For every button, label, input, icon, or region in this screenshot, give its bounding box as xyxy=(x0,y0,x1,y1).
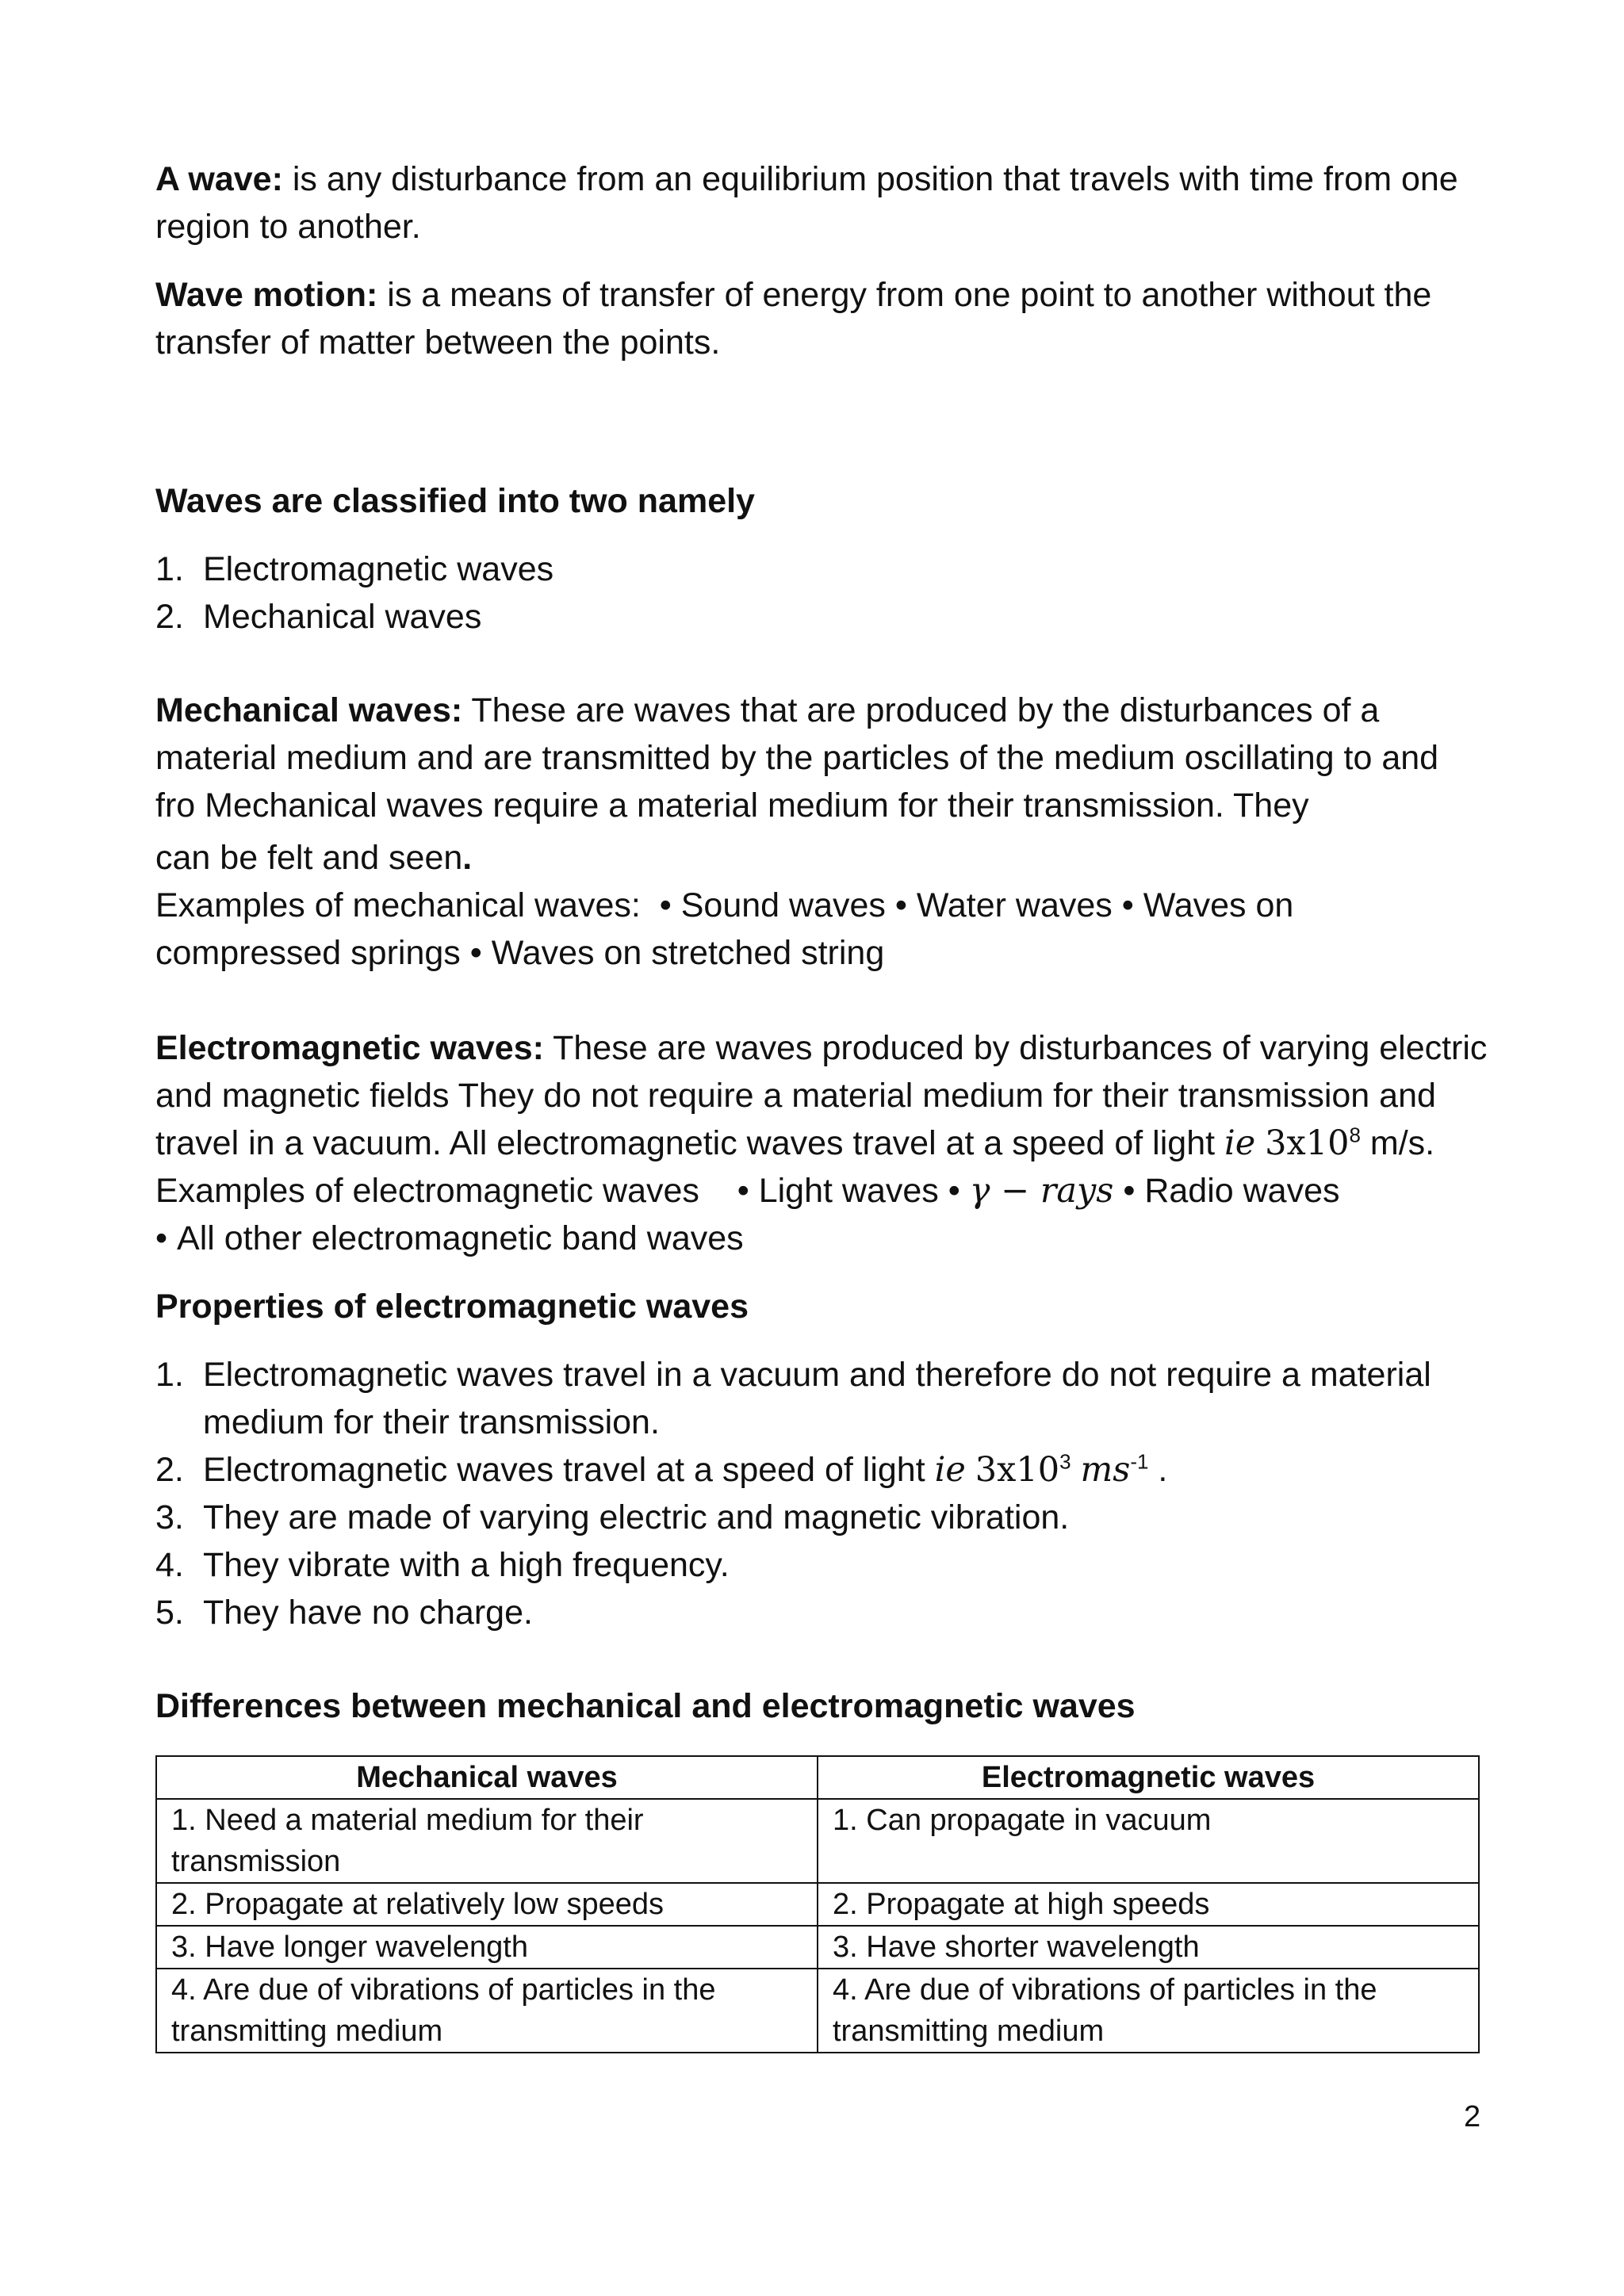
table-cell: 3. Have shorter wavelength xyxy=(818,1926,1479,1969)
differences-heading: Differences between mechanical and electromagnetic waves xyxy=(155,1687,1136,1725)
wave-motion-definition-text: is a means of transfer of energy from one point to another without the transfer of matter between the points. xyxy=(155,276,1432,362)
table-cell: 2. Propagate at high speeds xyxy=(818,1883,1479,1926)
list-item: 1. Electromagnetic waves travel in a vacuum and therefore do not require a material medium for their transmission. xyxy=(155,1356,1431,1441)
wave-term: A wave: xyxy=(155,160,283,198)
list-item: 4. They vibrate with a high frequency. xyxy=(155,1546,730,1584)
example-item: Waves on compressed springs xyxy=(155,886,1294,972)
table-row xyxy=(156,1883,1479,1926)
mechanical-examples: Examples of mechanical waves: • Sound waves • Water waves • Waves on compressed springs • Waves on stretched string xyxy=(155,886,1294,972)
classification-list xyxy=(155,545,1488,641)
page-number: 2 xyxy=(1464,2100,1481,2133)
list-item: 1. Electromagnetic waves xyxy=(155,550,554,588)
classification-heading: Waves are classified into two namely xyxy=(155,482,755,520)
wave-definition-text: is any disturbance from an equilibrium position that travels with time from one region to another. xyxy=(155,160,1458,246)
properties-heading: Properties of electromagnetic waves xyxy=(155,1288,749,1326)
mechanical-examples-label: Examples of mechanical waves: xyxy=(155,886,641,924)
example-item: Light waves xyxy=(758,1172,939,1210)
example-item: Waves on stretched string xyxy=(491,934,885,972)
table-row xyxy=(156,1799,1479,1883)
list-item: 2. Electromagnetic waves travel at a speed of light ie $3x10^3$ $ms^{-1}$ . xyxy=(155,1449,1168,1490)
list-item: 2. Mechanical waves xyxy=(155,598,482,636)
table-row xyxy=(156,1969,1479,2053)
electromagnetic-waves-term: Electromagnetic waves: xyxy=(155,1029,544,1067)
mechanical-waves-term: Mechanical waves: xyxy=(155,691,463,729)
example-item: Water waves xyxy=(916,886,1113,924)
mechanical-waves-definition: Mechanical waves: These are waves that are produced by the disturbances of a material medium and are transmitted by the particles of the medium oscillating to and fro Mechanical waves require a material medium for their transmission. They xyxy=(155,691,1439,825)
wave-motion-definition xyxy=(155,271,1488,366)
mechanical-waves-definition-end: can be felt and seen. xyxy=(155,839,473,877)
column-header: Mechanical waves xyxy=(156,1756,818,1799)
table-cell: 1. Can propagate in vacuum xyxy=(818,1799,1479,1883)
list-item: 5. They have no charge. xyxy=(155,1594,533,1632)
differences-table xyxy=(155,1755,1480,2053)
table-header-row xyxy=(156,1756,1479,1799)
table-cell: 4. Are due of vibrations of particles in the transmitting medium xyxy=(818,1969,1479,2053)
example-item: Radio waves xyxy=(1144,1172,1340,1210)
electromagnetic-examples-label: Examples of electromagnetic waves xyxy=(155,1172,699,1210)
table-cell: 1. Need a material medium for their transmission xyxy=(156,1799,818,1883)
list-item: 3. They are made of varying electric and magnetic vibration. xyxy=(155,1498,1070,1536)
example-item: γ − rays xyxy=(969,1171,1114,1211)
wave-definition xyxy=(155,155,1488,251)
example-item: Sound waves xyxy=(680,886,886,924)
table-cell: 2. Propagate at relatively low speeds xyxy=(156,1883,818,1926)
page-content xyxy=(155,155,1488,2053)
table-cell: 3. Have longer wavelength xyxy=(156,1926,818,1969)
column-header: Electromagnetic waves xyxy=(818,1756,1479,1799)
example-item: All other electromagnetic band waves xyxy=(177,1219,744,1257)
properties-list xyxy=(155,1351,1488,1636)
table-row xyxy=(156,1926,1479,1969)
wave-motion-term: Wave motion: xyxy=(155,276,378,314)
table-cell: 4. Are due of vibrations of particles in the transmitting medium xyxy=(156,1969,818,2053)
electromagnetic-examples: Examples of electromagnetic waves • Light waves • γ − rays • Radio waves • All other electromagnetic band waves xyxy=(155,1171,1340,1257)
electromagnetic-waves-definition: Electromagnetic waves: These are waves produced by disturbances of varying electric and magnetic fields They do not require a material medium for their transmission and travel in a vacuum. All electromagnetic waves travel at a speed of light ie $3x10^8$ m/s. xyxy=(155,1029,1488,1163)
